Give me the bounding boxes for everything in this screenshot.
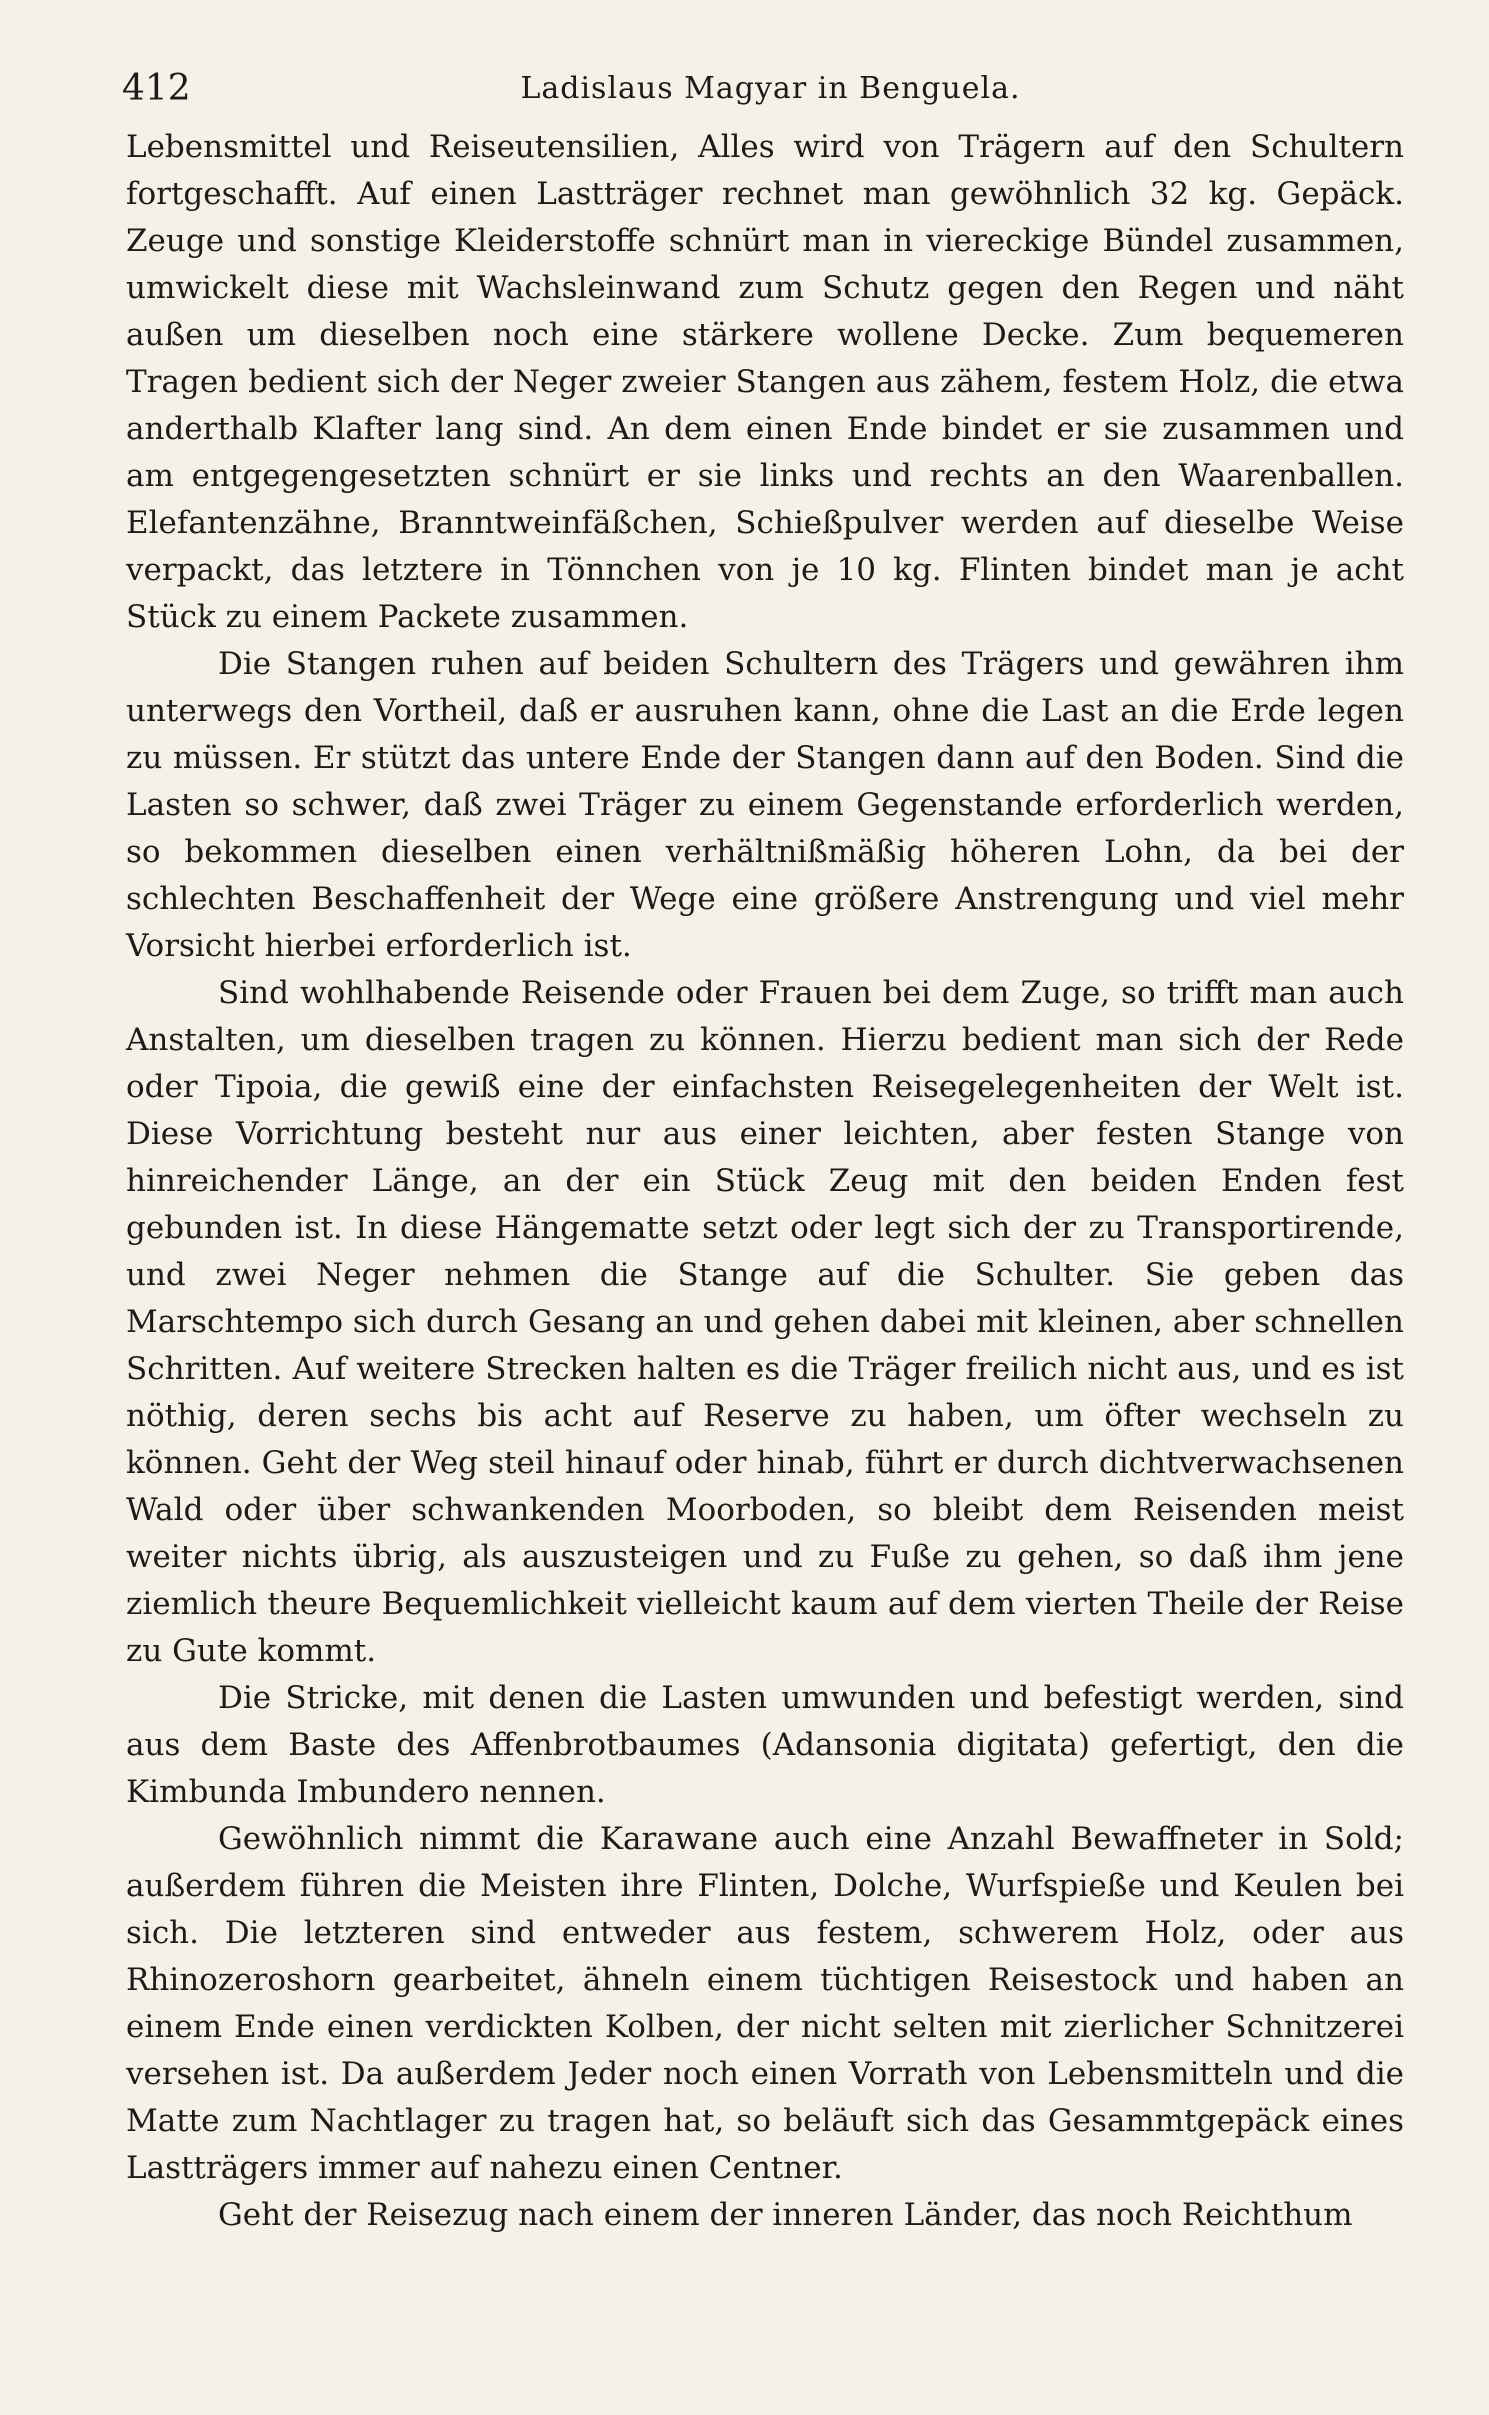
paragraph: Geht der Reisezug nach einem der inneren Länder, das noch Reichthum (218, 2197, 1353, 2233)
paragraph: Die Stangen ruhen auf beiden Schultern des Trägers und gewähren ihm unterwegs den Vortheil, daß er ausruhen kann, ohne die Last an die Erde legen zu müssen. Er stützt das untere Ende der Stangen dann auf den Boden. Sind die Lasten so schwer, daß zwei Träger zu einem Gegenstande erforderlich werden, so bekommen dieselben einen verhältnißmäßig höheren Lohn, da bei der schlechten Beschaffenheit der Wege eine größere Anstrengung und viel mehr Vorsicht hierbei erforderlich ist. (126, 646, 1404, 964)
paragraph: Die Stricke, mit denen die Lasten umwunden und befestigt werden, sind aus dem Baste des Affenbrotbaumes (Adansonia digitata) gefertigt, den die Kimbunda Imbundero nennen. (126, 1680, 1404, 1810)
running-title: Ladislaus Magyar in Benguela. (520, 71, 1021, 106)
paragraph: Lebensmittel und Reiseutensilien, Alles wird von Trägern auf den Schultern fortgeschafft. Auf einen Lastträger rechnet man gewöhnlich 32 kg. Gepäck. Zeuge und sonstige Kleiderstoffe schnürt man in viereckige Bündel zusammen, umwickelt diese mit Wachsleinwand zum Schutz gegen den Regen und näht außen um dieselben noch eine stärkere wollene Decke. Zum bequemeren Tragen bedient sich der Neger zweier Stangen aus zähem, festem Holz, die etwa anderthalb Klafter lang sind. An dem einen Ende bindet er sie zusammen und am entgegengesetzten schnürt er sie links und rechts an den Waarenballen. Elefantenzähne, Branntweinfäßchen, Schießpulver werden auf dieselbe Weise verpackt, das letztere in Tönnchen von je 10 kg. Flinten bindet man je acht Stück zu einem Packete zusammen. (126, 129, 1404, 635)
paragraph: Sind wohlhabende Reisende oder Frauen bei dem Zuge, so trifft man auch Anstalten, um dieselben tragen zu können. Hierzu bedient man sich der Rede oder Tipoia, die gewiß eine der einfachsten Reisegelegenheiten der Welt ist. Diese Vorrichtung besteht nur aus einer leichten, aber festen Stange von hinreichender Länge, an der ein Stück Zeug mit den beiden Enden fest gebunden ist. In diese Hängematte setzt oder legt sich der zu Transportirende, und zwei Neger nehmen die Stange auf die Schulter. Sie geben das Marschtempo sich durch Gesang an und gehen dabei mit kleinen, aber schnellen Schritten. Auf weitere Strecken halten es die Träger freilich nicht aus, und es ist nöthig, deren sechs bis acht auf Reserve zu haben, um öfter wechseln zu können. Geht der Weg steil hinauf oder hinab, führt er durch dichtverwachsenen Wald oder über schwankenden Moorboden, so bleibt dem Reisenden meist weiter nichts übrig, als auszusteigen und zu Fuße zu gehen, so daß ihm jene ziemlich theure Bequemlichkeit vielleicht kaum auf dem vierten Theile der Reise zu Gute kommt. (126, 975, 1404, 1669)
paragraph: Gewöhnlich nimmt die Karawane auch eine Anzahl Bewaffneter in Sold; außerdem führen die Meisten ihre Flinten, Dolche, Wurfspieße und Keulen bei sich. Die letzteren sind entweder aus festem, schwerem Holz, oder aus Rhinozeroshorn gearbeitet, ähneln einem tüchtigen Reisestock und haben an einem Ende einen verdickten Kolben, der nicht selten mit zierlicher Schnitzerei versehen ist. Da außerdem Jeder noch einen Vorrath von Lebensmitteln und die Matte zum Nachtlager zu tragen hat, so beläuft sich das Gesammtgepäck eines Lastträgers immer auf nahezu einen Centner. (126, 1821, 1404, 2186)
page-header (122, 66, 1419, 112)
page-number: 412 (122, 68, 191, 109)
body-text (126, 124, 1404, 2239)
